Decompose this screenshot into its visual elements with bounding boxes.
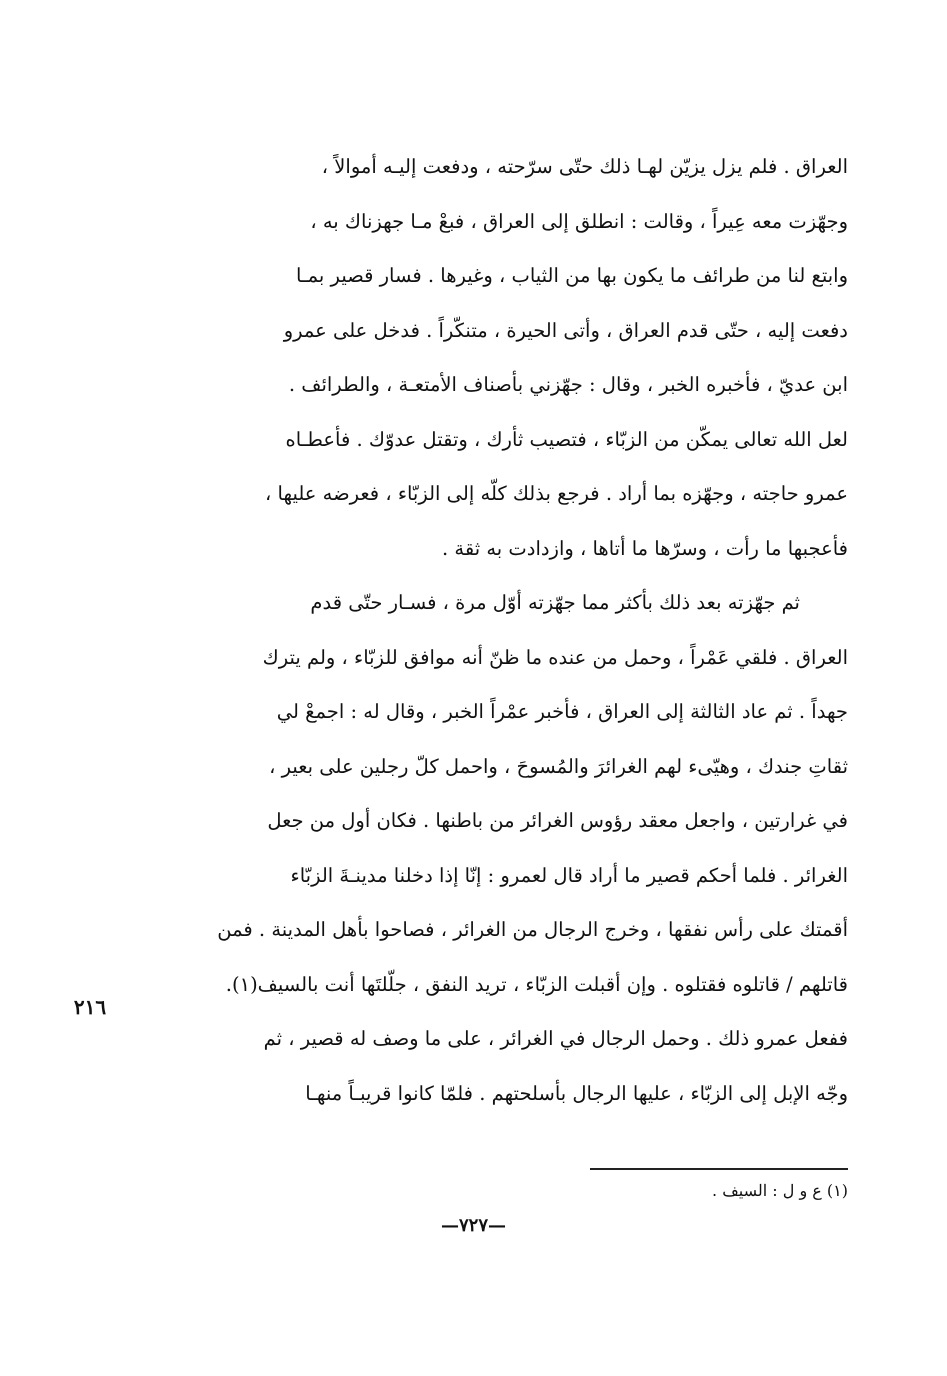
footnote: (١) ع و ل : السيف .: [712, 1181, 848, 1200]
text-line: عمرو حاجته ، وجهّزه بما أراد . فرجع بذلك كلّه إلى الزبّاء ، فعرضه عليها ،: [265, 482, 848, 505]
text-line: ثقاتِ جندك ، وهيّىء لهم الغرائرَ والمُسوحَ ، واحمل كلّ رجلين على بعير ،: [269, 754, 848, 778]
text-line: أقمتك على رأس نفقها ، وخرج الرجال من الغرائر ، فصاحوا بأهل المدينة . فمن: [217, 918, 848, 941]
text-line: ففعل عمرو ذلك . وحمل الرجال في الغرائر ، على ما وصف له قصير ، ثم: [263, 1027, 848, 1050]
main-text: [128, 140, 848, 1121]
text-line: فأعجبها ما رأت ، وسرّها ما أتاها ، وازدادت به ثقة .: [441, 536, 848, 560]
text-line: لعل الله تعالى يمكّن من الزبّاء ، فتصيب ثأرك ، وتقتل عدوّك . فأعطـاه: [285, 427, 848, 451]
text-line: وجّه الإبل إلى الزبّاء ، عليها الرجال بأسلحتهم . فلمّا كانوا قريبـاً منهـا: [305, 1081, 848, 1105]
margin-page-reference: ٢١٦: [73, 995, 107, 1019]
text-line: الغرائر . فلما أحكم قصير ما أراد قال لعمرو : إنّا إذا دخلنا مدينـةَ الزبّاء: [290, 863, 848, 887]
text-line: دفعت إليه ، حتّى قدم العراق ، وأتى الحيرة ، متنكّراً . فدخل على عمرو: [283, 318, 848, 342]
text-line: العراق . فلم يزل يزيّن لهـا ذلك حتّى سرّحته ، ودفعت إليـه أموالاً ،: [321, 155, 848, 178]
text-line: ابن عديّ ، فأخبره الخبر ، وقال : جهّزني بأصناف الأمتعـة ، والطرائف .: [288, 373, 848, 396]
text-line: وجهّزت معه عِيراً ، وقالت : انطلق إلى العراق ، فبعْ مـا جهزناك به ،: [310, 209, 848, 233]
text-line: العراق . فلقي عَمْراً ، وحمل من عنده ما ظنّ أنه موافق للزبّاء ، ولم يترك: [262, 645, 848, 669]
footnote-divider: [590, 1168, 848, 1170]
text-line: جهداً . ثم عاد الثالثة إلى العراق ، فأخبر عمْراً الخبر ، وقال له : اجمعْ لي: [276, 700, 848, 723]
text-line: قاتلهم / قاتلوه فقتلوه . وإن أقبلت الزبّاء ، تريد النفق ، جلّلتَها أنت بالسيف(١).: [225, 972, 848, 996]
page-number: —٧٢٧—: [440, 1215, 506, 1236]
text-line: ثم جهّزته بعد ذلك بأكثر مما جهّزته أوّل مرة ، فسـار حتّى قدم: [310, 591, 800, 614]
text-line: وابتع لنا من طرائف ما يكون بها من الثياب ، وغيرها . فسار قصير بمـا: [296, 264, 848, 287]
text-line: في غرارتين ، واجعل معقد رؤوس الغرائر من باطنها . فكان أول من جعل: [267, 809, 848, 832]
